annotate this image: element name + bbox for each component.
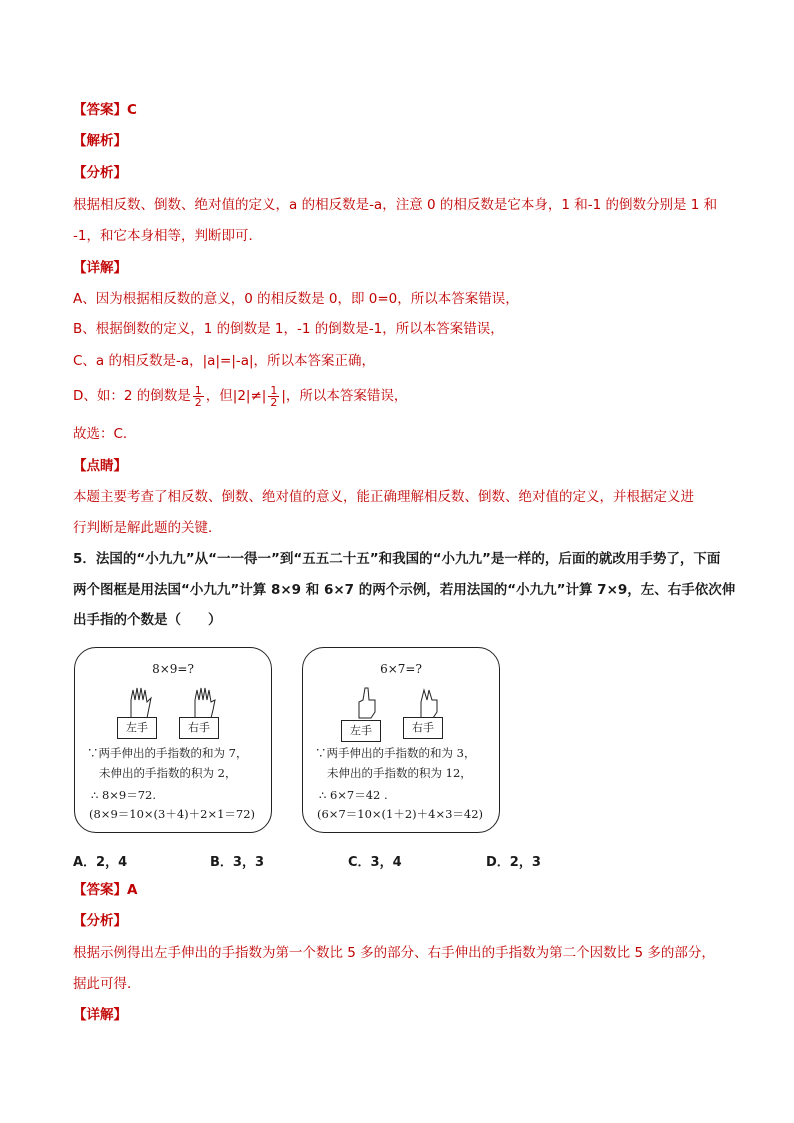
fenxi-label: 【分析】 bbox=[73, 165, 127, 181]
example-box-8x9 bbox=[74, 647, 272, 833]
detail-line-d: D、如：2 的倒数是 $\frac{1}{2}$ ，但|2|≠| $\frac{1}{2}$ |，所以本答案错误， bbox=[73, 383, 408, 409]
detail-label: 【详解】 bbox=[73, 260, 127, 276]
box-line-2: 未伸出的手指数的积为 2， bbox=[99, 766, 237, 780]
box-line-3: ∴ 6×7＝42 . bbox=[319, 788, 388, 802]
detail-line-b: B、根据倒数的定义，1 的倒数是 1，-1 的倒数是-1，所以本答案错误， bbox=[73, 321, 504, 337]
example-box-6x7 bbox=[302, 647, 500, 833]
option-d: D．2，3 bbox=[486, 855, 541, 870]
question-5-line-3: 出手指的个数是（ ） bbox=[73, 612, 222, 628]
fenxi-line-2: 据此可得． bbox=[73, 976, 141, 992]
dianjing-line-1: 本题主要考查了相反数、倒数、绝对值的意义，能正确理解相反数、倒数、绝对值的定义，并根据定义进 bbox=[73, 489, 694, 505]
answer-line: 【答案】A bbox=[73, 882, 138, 898]
box-line-2: 未伸出的手指数的积为 12， bbox=[327, 766, 472, 780]
box-title: 8×9=? bbox=[152, 662, 194, 676]
left-hand-icon bbox=[351, 684, 383, 720]
box-line-1: ∵两手伸出的手指数的和为 7， bbox=[87, 746, 248, 760]
box-line-4: (6×7＝10×(1＋2)＋4×3＝42) bbox=[317, 807, 484, 821]
fraction: $\frac{1}{2}$ bbox=[194, 383, 202, 409]
right-hand-icon bbox=[187, 684, 219, 720]
question-5-line-1: 5．法国的“小九九”从“一一得一”到“五五二十五”和我国的“小九九”是一样的，后面的就改用手势了，下面 bbox=[73, 551, 721, 567]
choose-line: 故选：C． bbox=[73, 426, 137, 442]
fenxi-line-2: -1，和它本身相等，判断即可． bbox=[73, 228, 262, 244]
dianjing-line-2: 行判断是解此题的关键． bbox=[73, 520, 222, 536]
detail-line-c: C、a 的相反数是-a，|a|=|-a|，所以本答案正确， bbox=[73, 353, 376, 369]
left-hand-label: 左手 bbox=[117, 717, 157, 739]
right-hand-icon bbox=[413, 684, 445, 720]
question-5-line-2: 两个图框是用法国“小九九”计算 8×9 和 6×7 的两个示例，若用法国的“小九九”计算 7×9，左、右手依次伸 bbox=[73, 582, 736, 598]
fraction: $\frac{1}{2}$ bbox=[270, 383, 278, 409]
right-hand-label: 右手 bbox=[179, 717, 219, 739]
fenxi-label: 【分析】 bbox=[73, 913, 127, 929]
option-b: B．3，3 bbox=[210, 855, 264, 870]
left-hand-icon bbox=[125, 684, 157, 720]
fenxi-line-1: 根据示例得出左手伸出的手指数为第一个数比 5 多的部分、右手伸出的手指数为第二个因数比 5 多的部分， bbox=[73, 945, 715, 961]
box-line-1: ∵两手伸出的手指数的和为 3， bbox=[315, 746, 476, 760]
fenxi-line-1: 根据相反数、倒数、绝对值的定义，a 的相反数是-a，注意 0 的相反数是它本身，1 和-1 的倒数分别是 1 和 bbox=[73, 197, 718, 213]
answer-line: 【答案】C bbox=[73, 102, 137, 118]
right-hand-label: 右手 bbox=[403, 717, 443, 739]
box-line-4: (8×9＝10×(3＋4)＋2×1＝72) bbox=[89, 807, 256, 821]
box-line-3: ∴ 8×9＝72. bbox=[91, 788, 157, 802]
dianjing-label: 【点睛】 bbox=[73, 458, 127, 474]
box-title: 6×7=? bbox=[380, 662, 422, 676]
option-c: C．3，4 bbox=[348, 855, 402, 870]
option-a: A．2，4 bbox=[73, 855, 128, 870]
left-hand-label: 左手 bbox=[341, 720, 381, 742]
analysis-label: 【解析】 bbox=[73, 133, 127, 149]
detail-label: 【详解】 bbox=[73, 1007, 127, 1023]
detail-line-a: A、因为根据相反数的意义，0 的相反数是 0，即 0=0，所以本答案错误， bbox=[73, 291, 519, 307]
